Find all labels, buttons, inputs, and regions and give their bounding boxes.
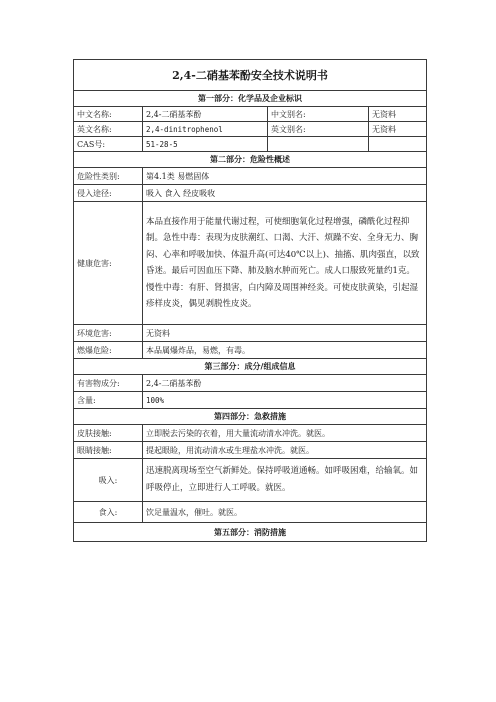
- section-5-header: 第五部分：消防措施: [74, 523, 427, 542]
- msds-table: [73, 59, 427, 542]
- component-label: 有害物成分:: [74, 375, 143, 392]
- empty-cell: [369, 137, 427, 152]
- route-label: 侵入途径:: [74, 185, 143, 202]
- section-1-header: 第一部分：化学品及企业标识: [74, 91, 427, 107]
- en-alias-label: 英文别名:: [268, 122, 369, 137]
- eye-contact-label: 眼睛接触:: [74, 442, 143, 459]
- health-label: 健康危害:: [74, 202, 143, 325]
- component-value: 2,4-二硝基苯酚: [143, 375, 427, 392]
- section-4-header: 第四部分：急救措施: [74, 409, 427, 425]
- fire-label: 燃爆危险:: [74, 342, 143, 359]
- content-value: 100%: [143, 392, 427, 409]
- env-label: 环境危害:: [74, 325, 143, 342]
- ingestion-value: 饮足量温水，催吐。就医。: [143, 502, 427, 523]
- ingestion-label: 食入:: [74, 502, 143, 523]
- env-value: 无资料: [143, 325, 427, 342]
- document-title: 2,4-二硝基苯酚安全技术说明书: [74, 60, 427, 91]
- en-alias-value: 无资料: [369, 122, 427, 137]
- cn-name-label: 中文名称:: [74, 107, 143, 122]
- en-name-value: 2,4-dinitrophenol: [143, 122, 268, 137]
- hazard-class-label: 危险性类别:: [74, 168, 143, 185]
- en-name-label: 英文名称:: [74, 122, 143, 137]
- skin-contact-label: 皮肤接触:: [74, 425, 143, 442]
- cn-alias-value: 无资料: [369, 107, 427, 122]
- section-2-header: 第二部分：危险性概述: [74, 152, 427, 168]
- inhalation-value: 迅速脱离现场至空气新鲜处。保持呼吸道通畅。如呼吸困难，给输氧。如呼吸停止，立即进行人工呼吸。就医。: [143, 459, 427, 502]
- content-label: 含量:: [74, 392, 143, 409]
- hazard-class-value: 第4.1类 易燃固体: [143, 168, 427, 185]
- inhalation-label: 吸入:: [74, 459, 143, 502]
- section-3-header: 第三部分：成分/组成信息: [74, 359, 427, 375]
- eye-contact-value: 提起眼睑，用流动清水或生理盐水冲洗。就医。: [143, 442, 427, 459]
- route-value: 吸入 食入 经皮吸收: [143, 185, 427, 202]
- cn-name-value: 2,4-二硝基苯酚: [143, 107, 268, 122]
- fire-value: 本品属爆炸品，易燃，有毒。: [143, 342, 427, 359]
- empty-cell: [268, 137, 369, 152]
- cas-value: 51-28-5: [143, 137, 268, 152]
- skin-contact-value: 立即脱去污染的衣着，用大量流动清水冲洗。就医。: [143, 425, 427, 442]
- health-value: 本品直接作用于能量代谢过程，可使细胞氧化过程增强，磷酰化过程抑制。急性中毒：表现为皮肤潮红、口渴、大汗、烦躁不安、全身无力、胸闷、心率和呼吸加快、体温升高(可达40℃以上)、抽搐、肌肉强直，以致昏迷。最后可因血压下降、肺及脑水肿而死亡。成人口服致死量约1克。慢性中毒：有肝、肾损害，白内障及周围神经炎。可使皮肤黄染，引起湿疹样皮炎，偶见剥脱性皮炎。: [143, 202, 427, 325]
- cas-label: CAS号:: [74, 137, 143, 152]
- msds-sheet: [73, 59, 426, 542]
- cn-alias-label: 中文别名:: [268, 107, 369, 122]
